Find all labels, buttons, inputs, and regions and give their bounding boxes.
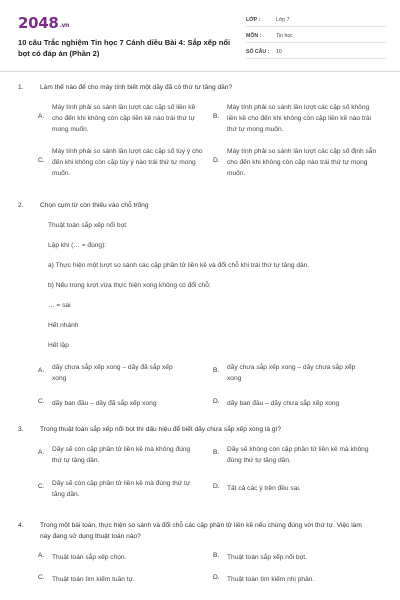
question-text: Chọn cụm từ còn thiếu vào chỗ trống bbox=[40, 202, 149, 209]
algo-line: … = sai bbox=[48, 302, 71, 309]
option-text: Thuật toán sắp xếp nổi bọt. bbox=[227, 554, 307, 561]
option-1a[interactable] bbox=[38, 102, 203, 135]
option-2d[interactable] bbox=[213, 398, 378, 409]
meta-key: LỚP : bbox=[246, 17, 261, 23]
option-3b[interactable] bbox=[213, 444, 378, 466]
algo-line: Thuật toán sắp xếp nổi bọt bbox=[48, 222, 127, 229]
algo-line: a) Thực hiện một lượt so sánh các cặp phần tử liền kề và đổi chỗ khi trái thứ tự tăng dần. bbox=[48, 262, 310, 269]
question-text: Trong thuật toán sắp xếp nổi bọt thì dấu hiệu để biết dãy chưa sắp xếp xong là gì? bbox=[40, 426, 281, 433]
option-text: dãy chưa sắp xếp xong – dãy chưa sắp xếp xong bbox=[227, 364, 356, 382]
option-letter: C. bbox=[38, 157, 45, 164]
option-letter: D. bbox=[213, 157, 220, 164]
option-letter: A. bbox=[38, 367, 45, 374]
question-text: Làm thế nào để cho máy tính biết một dãy đã có thứ tự tăng dần? bbox=[40, 84, 233, 91]
option-4c[interactable] bbox=[38, 574, 203, 585]
question-3 bbox=[18, 424, 380, 435]
option-1b[interactable] bbox=[213, 102, 378, 135]
meta-table bbox=[246, 14, 386, 62]
meta-value: Tin học bbox=[276, 33, 293, 39]
option-letter: A. bbox=[38, 552, 45, 559]
option-4a[interactable] bbox=[38, 552, 203, 563]
option-text: Thuật toán sắp xếp chọn. bbox=[52, 554, 127, 561]
question-2 bbox=[18, 200, 380, 211]
option-letter: A. bbox=[38, 113, 45, 120]
page-title: 10 câu Trắc nghiệm Tin học 7 Cánh diều Bài 4: Sắp xếp nổi bọt có đáp án (Phần 2) bbox=[18, 38, 231, 58]
options-4 bbox=[38, 552, 380, 592]
site-logo[interactable] bbox=[18, 14, 69, 32]
option-3d[interactable] bbox=[213, 478, 378, 494]
options-3 bbox=[38, 444, 380, 504]
algo-line: b) Nếu trong lượt vừa thực hiện xong không có đổi chỗ: bbox=[48, 282, 211, 289]
option-letter: C. bbox=[38, 483, 45, 490]
option-letter: C. bbox=[38, 574, 45, 581]
algo-line: Lặp khi (… = đúng): bbox=[48, 242, 107, 249]
question-1 bbox=[18, 82, 380, 93]
header-divider bbox=[0, 71, 400, 72]
algo-line: Hết lặp bbox=[48, 342, 69, 349]
meta-row-count bbox=[246, 46, 386, 59]
option-text: Dãy sẽ còn cặp phần tử liền kề mà đúng thứ tự tăng dần. bbox=[52, 480, 191, 498]
option-text: Máy tính phải so sánh lần lượt các cặp số định sẵn cho đến khi không còn cặp nào trái thứ tự mong muốn. bbox=[227, 148, 377, 177]
option-text: Dãy sẽ còn cặp phần tử liền kề mà không đúng thứ tự tăng dần. bbox=[52, 446, 191, 464]
meta-value: Lớp 7 bbox=[276, 17, 290, 23]
algo-line: Hết nhánh bbox=[48, 322, 79, 329]
page-header bbox=[18, 12, 388, 64]
option-1c[interactable] bbox=[38, 146, 203, 179]
question-text: Trong một bài toán, thực hiện so sánh và đổi chỗ các cặp phần tử liền kề nếu chúng đúng với thứ tự. Việc làm này đang sử dụng thuật toán nào? bbox=[40, 522, 362, 540]
option-1d[interactable] bbox=[213, 146, 378, 179]
options-1 bbox=[38, 102, 380, 182]
meta-value: 10 bbox=[276, 49, 282, 55]
option-text: Máy tính phải so sánh lần lượt các cặp số liền kề cho đến khi không còn cặp liền kề nào trái thứ tự mong muốn. bbox=[52, 104, 196, 133]
option-4d[interactable] bbox=[213, 574, 378, 585]
option-text: Máy tính phải so sánh lần lượt các cặp số tùy ý cho đến khi không còn cặp tùy ý nào trái thứ tự mong muốn. bbox=[52, 148, 203, 177]
meta-key: MÔN : bbox=[246, 33, 262, 39]
option-letter: C. bbox=[38, 398, 45, 405]
logo-main: 2048 bbox=[18, 14, 59, 32]
option-text: dãy chưa sắp xếp xong – dãy đã sắp xếp xong bbox=[52, 364, 173, 382]
meta-row-class bbox=[246, 14, 386, 27]
option-letter: D. bbox=[213, 398, 220, 405]
option-3c[interactable] bbox=[38, 478, 203, 500]
option-text: dãy ban đầu – dãy đã sắp xếp xong bbox=[52, 400, 157, 407]
question-number: 3. bbox=[18, 426, 24, 433]
option-2a[interactable] bbox=[38, 362, 203, 384]
question-4 bbox=[18, 520, 363, 542]
option-letter: A. bbox=[38, 449, 45, 456]
option-text: Tất cả các ý trên đều sai. bbox=[227, 485, 301, 492]
option-2b[interactable] bbox=[213, 362, 378, 384]
logo-suffix: .vn bbox=[59, 22, 70, 29]
option-4b[interactable] bbox=[213, 552, 378, 563]
option-text: Thuật toán tìm kiếm tuần tự. bbox=[52, 576, 135, 583]
option-letter: D. bbox=[213, 483, 220, 490]
question-number: 2. bbox=[18, 202, 24, 209]
option-2c[interactable] bbox=[38, 398, 203, 409]
meta-row-subject bbox=[246, 30, 386, 43]
option-text: Dãy sẽ không còn cặp phần tử liền kề mà không đúng thứ tự tăng dần. bbox=[227, 446, 369, 464]
option-text: Thuật toán tìm kiếm nhị phân. bbox=[227, 576, 315, 583]
option-text: dãy ban đầu – dãy chưa sắp xếp xong bbox=[227, 400, 340, 407]
meta-key: SỐ CÂU : bbox=[246, 49, 270, 55]
option-letter: B. bbox=[213, 113, 220, 120]
option-letter: B. bbox=[213, 449, 220, 456]
option-letter: D. bbox=[213, 574, 220, 581]
question-number: 4. bbox=[18, 522, 24, 529]
options-2 bbox=[38, 362, 380, 412]
option-letter: B. bbox=[213, 367, 220, 374]
option-letter: B. bbox=[213, 552, 220, 559]
option-3a[interactable] bbox=[38, 444, 203, 466]
option-text: Máy tính phải so sánh lần lượt các cặp số không liền kề cho đến khi không còn cặp liền kề nào trái thứ tự mong muốn. bbox=[227, 104, 372, 133]
question-number: 1. bbox=[18, 84, 24, 91]
